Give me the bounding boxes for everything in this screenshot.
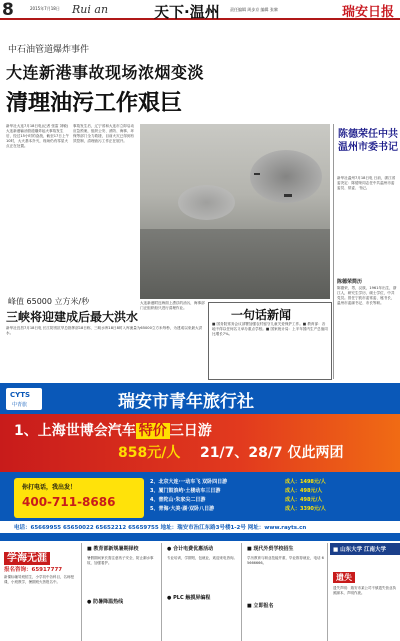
ad-contact-line: 电话：65669955 65650022 65652212 65659755 地址：瑞安市治江东路3号楼1-2号 网址：www.rayts.cn [14, 525, 307, 531]
hotline-label: 你打电话，我出发！ [22, 484, 77, 491]
tour-list [150, 478, 390, 518]
section-title: 天下·温州 [154, 3, 220, 21]
classified-subtitle: ■ 立即报名 [247, 603, 274, 609]
ad-promo-line [14, 420, 212, 440]
classified-col-2 [84, 543, 162, 641]
sidebar-bio: 陈德荣，男，汉族，1961年出生，浙江人，研究生学历，硕士学位，中共党员。曾任宁波市委常委、秘书长，温州市委副书记、市长等职。 [337, 286, 397, 305]
sidebar-subtitle: 陈德荣简历 [337, 279, 363, 285]
classified-col-4 [244, 543, 328, 641]
flood-kicker: 峰值 65000 立方米/秒 [8, 297, 90, 306]
ad-promo-suffix: 三日游 [169, 423, 212, 439]
lead-headline: 大连新港事故现场浓烟变淡 [6, 63, 205, 82]
lead-headline-big-text: 清理油污工作艰巨 [6, 91, 183, 116]
page-number: 8 [2, 0, 14, 20]
tour-item: 4、普陀山·朱家尖二日游 成人：498元/人 [150, 497, 323, 503]
issue-date: 2015年7月18日 [30, 6, 60, 11]
brief-news-title: 一句话新闻 [231, 308, 292, 322]
classified-col-1 [0, 543, 82, 641]
sidebar-title: 陈德荣任中共温州市委书记 [338, 129, 398, 153]
classified-subtitle: 报名咨询：65917777 [4, 567, 63, 573]
ad-promo-highlight: 特价 [136, 423, 170, 439]
editor-credit: 责任编辑 周步京 编辑 张黎 [230, 7, 278, 12]
hotline-number[interactable]: 400-711-8686 [22, 495, 116, 509]
classified-col-5 [330, 543, 400, 641]
ad-title: 瑞安市青年旅行社 [118, 392, 254, 412]
lead-headline-big [6, 86, 182, 117]
classified-title: ● 合计电费优惠活动 [167, 546, 214, 552]
photo-caption: 大连新港附近海面上漂浮的油污，海事部门正组织船只进行清理作业。 [140, 301, 205, 310]
flood-body: 新华社宜昌7月18日电 长江防汛抗旱总指挥部18日称，三峡水库18日8时入库流量为65000立方米每秒，为建成以来最大洪水。 [6, 326, 203, 335]
cyts-logo-text: CYTS [10, 391, 31, 399]
cyts-logo-sub: 中青旅 [12, 402, 28, 408]
classified-body: 暑假期间家长需注意孩子安全，防止溺水事故，加强看护。 [87, 556, 154, 565]
classified-title: ■ 教育部新规暑期择校 [87, 546, 139, 552]
ad-promo-prefix: 1、上海世博会汽车 [14, 423, 136, 439]
sidebar-body: 新华社温州7月18日电 日前，浙江省委决定：陈德荣同志任中共温州市委委员、常委、书记。 [337, 176, 396, 190]
classified-title: ■ 现代外贸学校招生 [247, 546, 294, 552]
ad-promo-dates: 21/7、28/7 仅此两团 [200, 445, 344, 461]
brief-news-body: ■ 国务院常务会议部署加强农村留守儿童关爱保护工作。■ 教育部：各地不得以任何名义举办重点学校。■ 国家统计局：上半年国内生产总值同比增长7%。 [212, 322, 328, 336]
classified-body: 学历教育与职业技能并重，毕业推荐就业，电话 65666666。 [247, 556, 324, 565]
tour-item: 5、青海·大美·湖·双卧八日游 成人：3390元/人 [150, 506, 326, 512]
classified-title: 学海无涯 [4, 552, 50, 565]
classified-subtitle: 遗失 [333, 572, 355, 583]
classified-body: 遗失声明：瑞安市某公司不慎遗失营业执照副本，声明作废。 [333, 586, 396, 595]
classified-body: 专业培训，学期短，包就业，欢迎来电咨询。 [167, 556, 237, 560]
ad-promo-price: 858元/人 [118, 445, 181, 461]
lead-kicker: 中石油管道爆炸事件 [8, 45, 90, 55]
classified-col-3 [164, 543, 242, 641]
lead-body-col1: 新华社大连7月18日电(记者 张雷 刘敏)大连新港输油管道爆炸起火事故发生后，经过15小时的奋战，截至17日上午10时，大火基本扑灭，现场仍有零星火点正在处置。 [6, 124, 70, 148]
section-pinyin: Rui an [72, 3, 109, 16]
classified-subtitle: ● 防暑降温热线 [87, 599, 124, 605]
newspaper-logo: 瑞安日报 [342, 5, 395, 20]
tour-item: 2、北京大连·一动车飞 双卧四日游 成人：1498元/人 [150, 479, 326, 485]
tour-item: 3、厦门鼓浪屿·土楼动车三日游 成人：498元/人 [150, 488, 323, 494]
lead-body-col2: 事故发生后，辽宁省和大连市立即启动应急预案，组织公安、消防、海事、环保等部门全力救援，目前火灾已得到有效控制，清理油污工作正在展开。 [73, 124, 135, 143]
oil-spill-photo [140, 124, 330, 299]
classified-title: ■ 山东大学 江南大学 [330, 543, 400, 555]
classified-subtitle: ● PLC 触摸屏编程 [167, 595, 211, 601]
classified-body: 新课标辅导班招生，小学初中各科目，名师授课，小班教学，暑期班火热报名中。 [4, 575, 74, 584]
flood-headline: 三峡将迎建成后最大洪水 [6, 310, 139, 324]
